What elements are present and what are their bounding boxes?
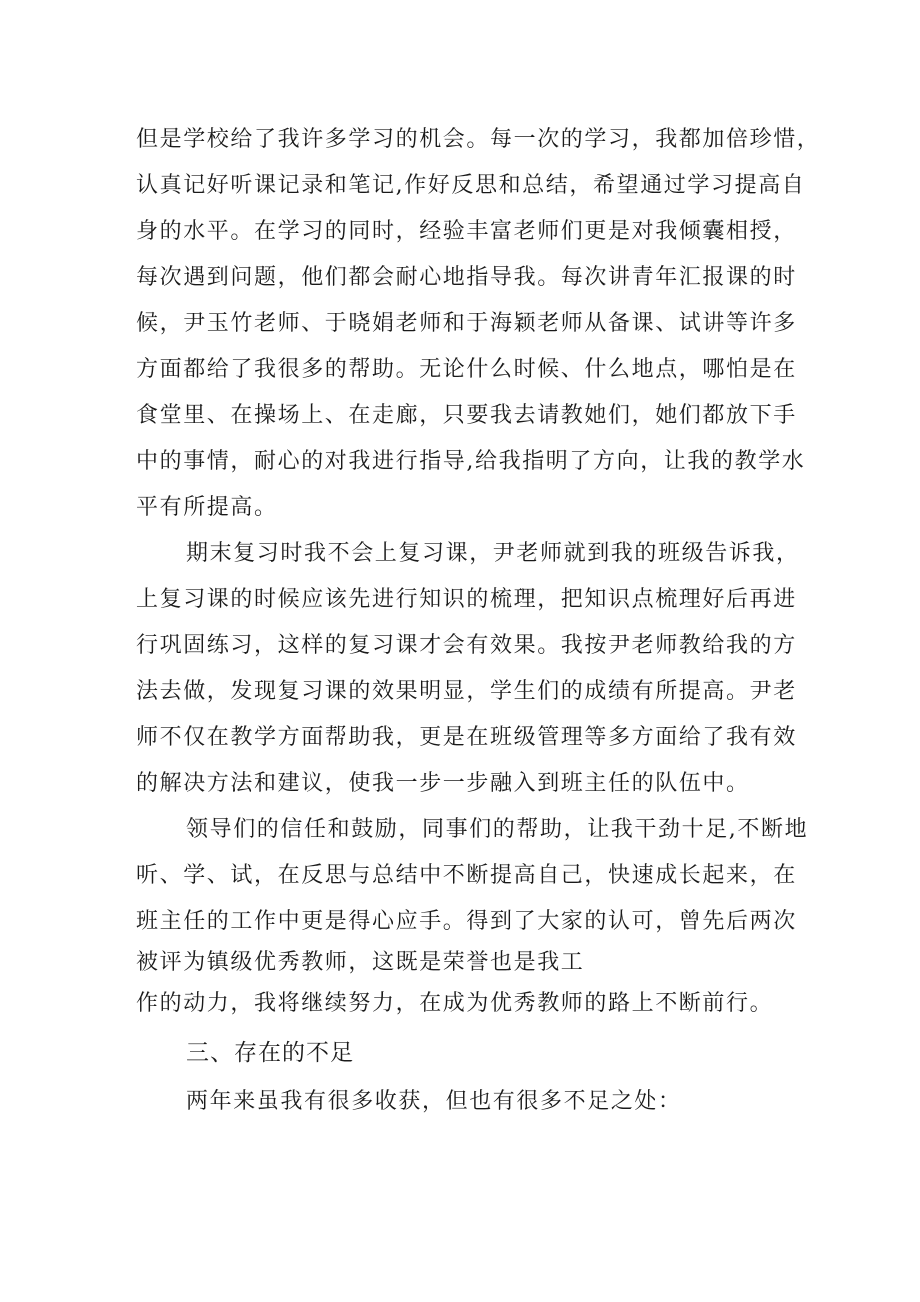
paragraph-line: 行巩固练习，这样的复习课才会有效果。我按尹老师教给我的方: [136, 633, 797, 658]
paragraph-line: 两年来虽我有很多收获，但也有很多不足之处：: [186, 1089, 682, 1114]
paragraph-line: 候，尹玉竹老师、于晓娟老师和于海颖老师从备课、试讲等许多: [136, 311, 797, 336]
paragraph-line: 的解决方法和建议，使我一步一步融入到班主任的队伍中。: [136, 771, 750, 796]
paragraph-line: 上复习课的时候应该先进行知识的梳理，把知识点梳理好后再进: [136, 587, 797, 612]
paragraph-line: 中的事情，耐心的对我进行指导,给我指明了方向，让我的教学水: [136, 449, 806, 474]
paragraph-line: 平有所提高。: [136, 495, 278, 520]
paragraph-line: 认真记好听课记录和笔记,作好反思和总结，希望通过学习提高自: [136, 173, 806, 198]
paragraph-line: 食堂里、在操场上、在走廊，只要我去请教她们，她们都放下手: [136, 403, 797, 428]
paragraph-line: 听、学、试，在反思与总结中不断提高自己，快速成长起来，在: [136, 863, 797, 888]
paragraph-line: 作的动力，我将继续努力，在成为优秀教师的路上不断前行。: [136, 991, 774, 1016]
paragraph-line: 被评为镇级优秀教师，这既是荣誉也是我工: [136, 950, 585, 975]
paragraph-line: 期末复习时我不会上复习课，尹老师就到我的班级告诉我，: [186, 541, 800, 566]
paragraph-line: 方面都给了我很多的帮助。无论什么时候、什么地点，哪怕是在: [136, 357, 797, 382]
paragraph-line: 但是学校给了我许多学习的机会。每一次的学习，我都加倍珍惜，: [136, 127, 821, 152]
paragraph-line: 每次遇到问题，他们都会耐心地指导我。每次讲青年汇报课的时: [136, 265, 797, 290]
paragraph-line: 班主任的工作中更是得心应手。得到了大家的认可，曾先后两次: [136, 909, 797, 934]
document-body: [136, 117, 821, 1125]
paragraph-line: 法去做，发现复习课的效果明显，学生们的成绩有所提高。尹老: [136, 679, 797, 704]
paragraph-line: 身的水平。在学习的同时，经验丰富老师们更是对我倾囊相授，: [136, 219, 797, 244]
paragraph-line: 师不仅在教学方面帮助我，更是在班级管理等多方面给了我有效: [136, 725, 797, 750]
section-heading: 三、存在的不足: [186, 1040, 354, 1066]
paragraph-line: 领导们的信任和鼓励，同事们的帮助，让我干劲十足,不断地: [186, 817, 809, 842]
